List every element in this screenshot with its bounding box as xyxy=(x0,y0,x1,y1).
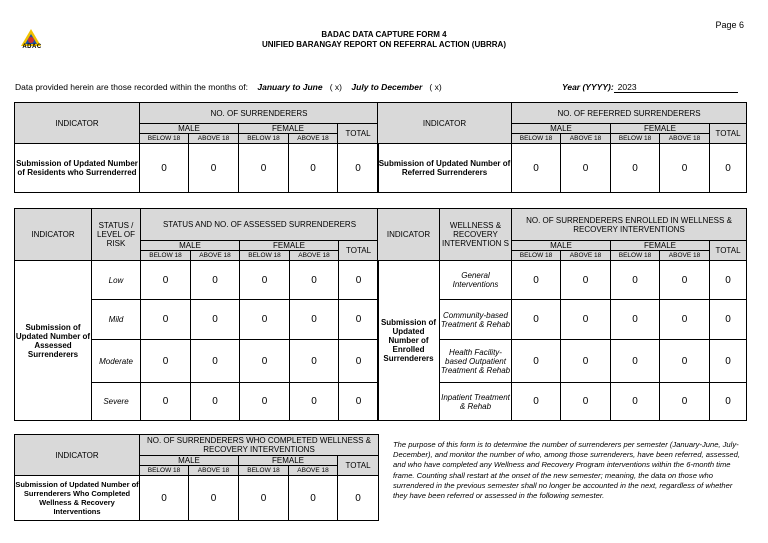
value-cell[interactable]: 0 xyxy=(240,261,290,300)
value-cell[interactable]: 0 xyxy=(512,261,561,300)
value-cell[interactable]: 0 xyxy=(561,300,611,340)
year-field xyxy=(562,82,738,93)
total-header: TOTAL xyxy=(710,241,747,261)
total-cell[interactable]: 0 xyxy=(710,144,747,193)
value-cell[interactable]: 0 xyxy=(240,383,290,421)
indicator-cell: Submission of Updated Number of Referred Surrenderers xyxy=(378,144,512,193)
value-cell[interactable]: 0 xyxy=(611,340,660,383)
indicator-header: INDICATOR xyxy=(15,103,140,144)
value-cell[interactable]: 0 xyxy=(191,261,240,300)
value-cell[interactable]: 0 xyxy=(140,144,189,193)
surrenderers-header: NO. OF SURRENDERERS xyxy=(140,103,379,124)
value-cell[interactable]: 0 xyxy=(660,300,710,340)
male-header: MALE xyxy=(140,124,239,134)
value-cell[interactable]: 0 xyxy=(611,383,660,421)
assessed-surrenderers-table xyxy=(14,208,379,421)
female-header: FEMALE xyxy=(239,124,338,134)
completed-header: NO. OF SURRENDERERS WHO COMPLETED WELLNESS & RECOVERY INTERVENTIONS xyxy=(140,435,379,456)
total-header: TOTAL xyxy=(339,241,379,261)
value-cell[interactable]: 0 xyxy=(189,144,239,193)
male-header: MALE xyxy=(141,241,240,251)
above18-header: ABOVE 18 xyxy=(561,251,611,261)
intervention-cell: General Interventions xyxy=(440,261,512,300)
value-cell[interactable]: 0 xyxy=(561,340,611,383)
indicator-cell: Submission of Updated Number of Residents who Surrenderred xyxy=(15,144,140,193)
period-first-checkbox[interactable]: ( x) xyxy=(329,82,342,92)
total-cell[interactable]: 0 xyxy=(710,300,747,340)
below18-header: BELOW 18 xyxy=(140,134,189,144)
value-cell[interactable]: 0 xyxy=(289,476,338,521)
year-input[interactable]: 2023 xyxy=(614,82,738,93)
total-cell[interactable]: 0 xyxy=(339,300,379,340)
below18-header: BELOW 18 xyxy=(140,466,189,476)
above18-header: ABOVE 18 xyxy=(289,466,338,476)
form-title: BADAC DATA CAPTURE FORM 4 xyxy=(321,30,447,39)
total-header: TOTAL xyxy=(338,456,379,476)
status-cell: Moderate xyxy=(92,340,141,383)
intervention-cell: Community-based Treatment & Rehab xyxy=(440,300,512,340)
value-cell[interactable]: 0 xyxy=(191,340,240,383)
below18-header: BELOW 18 xyxy=(239,134,289,144)
female-header: FEMALE xyxy=(611,241,710,251)
total-cell[interactable]: 0 xyxy=(338,476,379,521)
above18-header: ABOVE 18 xyxy=(290,251,339,261)
intervention-cell: Inpatient Treatment & Rehab xyxy=(440,383,512,421)
indicator-header: INDICATOR xyxy=(378,209,440,261)
value-cell[interactable]: 0 xyxy=(191,300,240,340)
value-cell[interactable]: 0 xyxy=(561,383,611,421)
below18-header: BELOW 18 xyxy=(239,466,289,476)
year-label: Year (YYYY): xyxy=(562,82,614,92)
indicator-cell: Submission of Updated Number of Surrenderers Who Completed Wellness & Recovery Interventions xyxy=(15,476,140,521)
value-cell[interactable]: 0 xyxy=(512,144,561,193)
total-header: TOTAL xyxy=(338,124,379,144)
indicator-header: INDICATOR xyxy=(378,103,512,144)
indicator-cell: Submission of Updated Number of Enrolled Surrenderers xyxy=(378,261,440,421)
value-cell[interactable]: 0 xyxy=(191,383,240,421)
value-cell[interactable]: 0 xyxy=(240,300,290,340)
value-cell[interactable]: 0 xyxy=(189,476,239,521)
value-cell[interactable]: 0 xyxy=(239,144,289,193)
value-cell[interactable]: 0 xyxy=(611,261,660,300)
below18-header: BELOW 18 xyxy=(240,251,290,261)
female-header: FEMALE xyxy=(239,456,338,466)
value-cell[interactable]: 0 xyxy=(289,144,338,193)
page-number: Page 6 xyxy=(715,20,744,30)
below18-header: BELOW 18 xyxy=(141,251,191,261)
value-cell[interactable]: 0 xyxy=(290,340,339,383)
above18-header: ABOVE 18 xyxy=(660,251,710,261)
value-cell[interactable]: 0 xyxy=(239,476,289,521)
value-cell[interactable]: 0 xyxy=(660,144,710,193)
period-second-checkbox[interactable]: ( x) xyxy=(429,82,442,92)
above18-header: ABOVE 18 xyxy=(191,251,240,261)
enrolled-surrenderers-table xyxy=(377,208,747,421)
male-header: MALE xyxy=(140,456,239,466)
total-cell[interactable]: 0 xyxy=(339,340,379,383)
value-cell[interactable]: 0 xyxy=(512,300,561,340)
value-cell[interactable]: 0 xyxy=(141,340,191,383)
total-cell[interactable]: 0 xyxy=(710,340,747,383)
value-cell[interactable]: 0 xyxy=(611,144,660,193)
intervention-cell: Health Facility-based Outpatient Treatment & Rehab xyxy=(440,340,512,383)
value-cell[interactable]: 0 xyxy=(141,300,191,340)
above18-header: ABOVE 18 xyxy=(660,134,710,144)
status-cell: Mild xyxy=(92,300,141,340)
wellness-header: WELLNESS & RECOVERY INTERVENTION S xyxy=(440,209,512,261)
value-cell[interactable]: 0 xyxy=(290,300,339,340)
referred-surrenderers-table xyxy=(377,102,747,193)
above18-header: ABOVE 18 xyxy=(561,134,611,144)
total-cell[interactable]: 0 xyxy=(710,261,747,300)
value-cell[interactable]: 0 xyxy=(611,300,660,340)
female-header: FEMALE xyxy=(611,124,710,134)
below18-header: BELOW 18 xyxy=(512,134,561,144)
value-cell[interactable]: 0 xyxy=(660,383,710,421)
value-cell[interactable]: 0 xyxy=(561,144,611,193)
male-header: MALE xyxy=(512,241,611,251)
total-cell[interactable]: 0 xyxy=(339,261,379,300)
period-second-half: July to December xyxy=(351,82,423,92)
value-cell[interactable]: 0 xyxy=(512,383,561,421)
form-purpose-note: The purpose of this form is to determine the number of surrenderers per semester (January-June, July-December), and monitor the number of who, among those surrenderers, have been referred, assessed, and who have completed any Wellness and Recovery Program interventions within the 6-month time frame. Counting shall restart at the onset of the new semester; meaning, the data on those who surrendered in the previous semester shall no longer be accounted in the next, regardless of whether they have been referred or assessed in the following semester. xyxy=(393,440,740,501)
value-cell[interactable]: 0 xyxy=(660,261,710,300)
below18-header: BELOW 18 xyxy=(512,251,561,261)
value-cell[interactable]: 0 xyxy=(512,340,561,383)
male-header: MALE xyxy=(512,124,611,134)
status-cell: Severe xyxy=(92,383,141,421)
value-cell[interactable]: 0 xyxy=(240,340,290,383)
value-cell[interactable]: 0 xyxy=(290,383,339,421)
period-first-half: January to June xyxy=(257,82,323,92)
value-cell[interactable]: 0 xyxy=(660,340,710,383)
logo-text: ADAC xyxy=(22,44,42,50)
female-header: FEMALE xyxy=(240,241,339,251)
indicator-header: INDICATOR xyxy=(15,435,140,476)
enrolled-header: NO. OF SURRENDERERS ENROLLED IN WELLNESS & RECOVERY INTERVENTIONS xyxy=(512,209,747,241)
surrenderers-table xyxy=(14,102,379,193)
referred-header: NO. OF REFERRED SURRENDERERS xyxy=(512,103,747,124)
value-cell[interactable]: 0 xyxy=(561,261,611,300)
value-cell[interactable]: 0 xyxy=(290,261,339,300)
period-line xyxy=(15,82,442,92)
indicator-cell: Submission of Updated Number of Assessed Surrenderers xyxy=(15,261,92,421)
value-cell[interactable]: 0 xyxy=(141,261,191,300)
total-cell[interactable]: 0 xyxy=(710,383,747,421)
above18-header: ABOVE 18 xyxy=(289,134,338,144)
completed-wellness-table xyxy=(14,434,379,521)
indicator-header: INDICATOR xyxy=(15,209,92,261)
above18-header: ABOVE 18 xyxy=(189,466,239,476)
total-header: TOTAL xyxy=(710,124,747,144)
above18-header: ABOVE 18 xyxy=(189,134,239,144)
below18-header: BELOW 18 xyxy=(611,134,660,144)
value-cell[interactable]: 0 xyxy=(140,476,189,521)
assessed-header: STATUS AND NO. OF ASSESSED SURRENDERERS xyxy=(141,209,379,241)
total-cell[interactable]: 0 xyxy=(338,144,379,193)
period-prefix: Data provided herein are those recorded within the months of: xyxy=(15,82,248,92)
status-header: STATUS / LEVEL OF RISK xyxy=(92,209,141,261)
below18-header: BELOW 18 xyxy=(611,251,660,261)
value-cell[interactable]: 0 xyxy=(141,383,191,421)
form-subtitle: UNIFIED BARANGAY REPORT ON REFERRAL ACTION (UBRRA) xyxy=(261,40,506,49)
status-cell: Low xyxy=(92,261,141,300)
total-cell[interactable]: 0 xyxy=(339,383,379,421)
